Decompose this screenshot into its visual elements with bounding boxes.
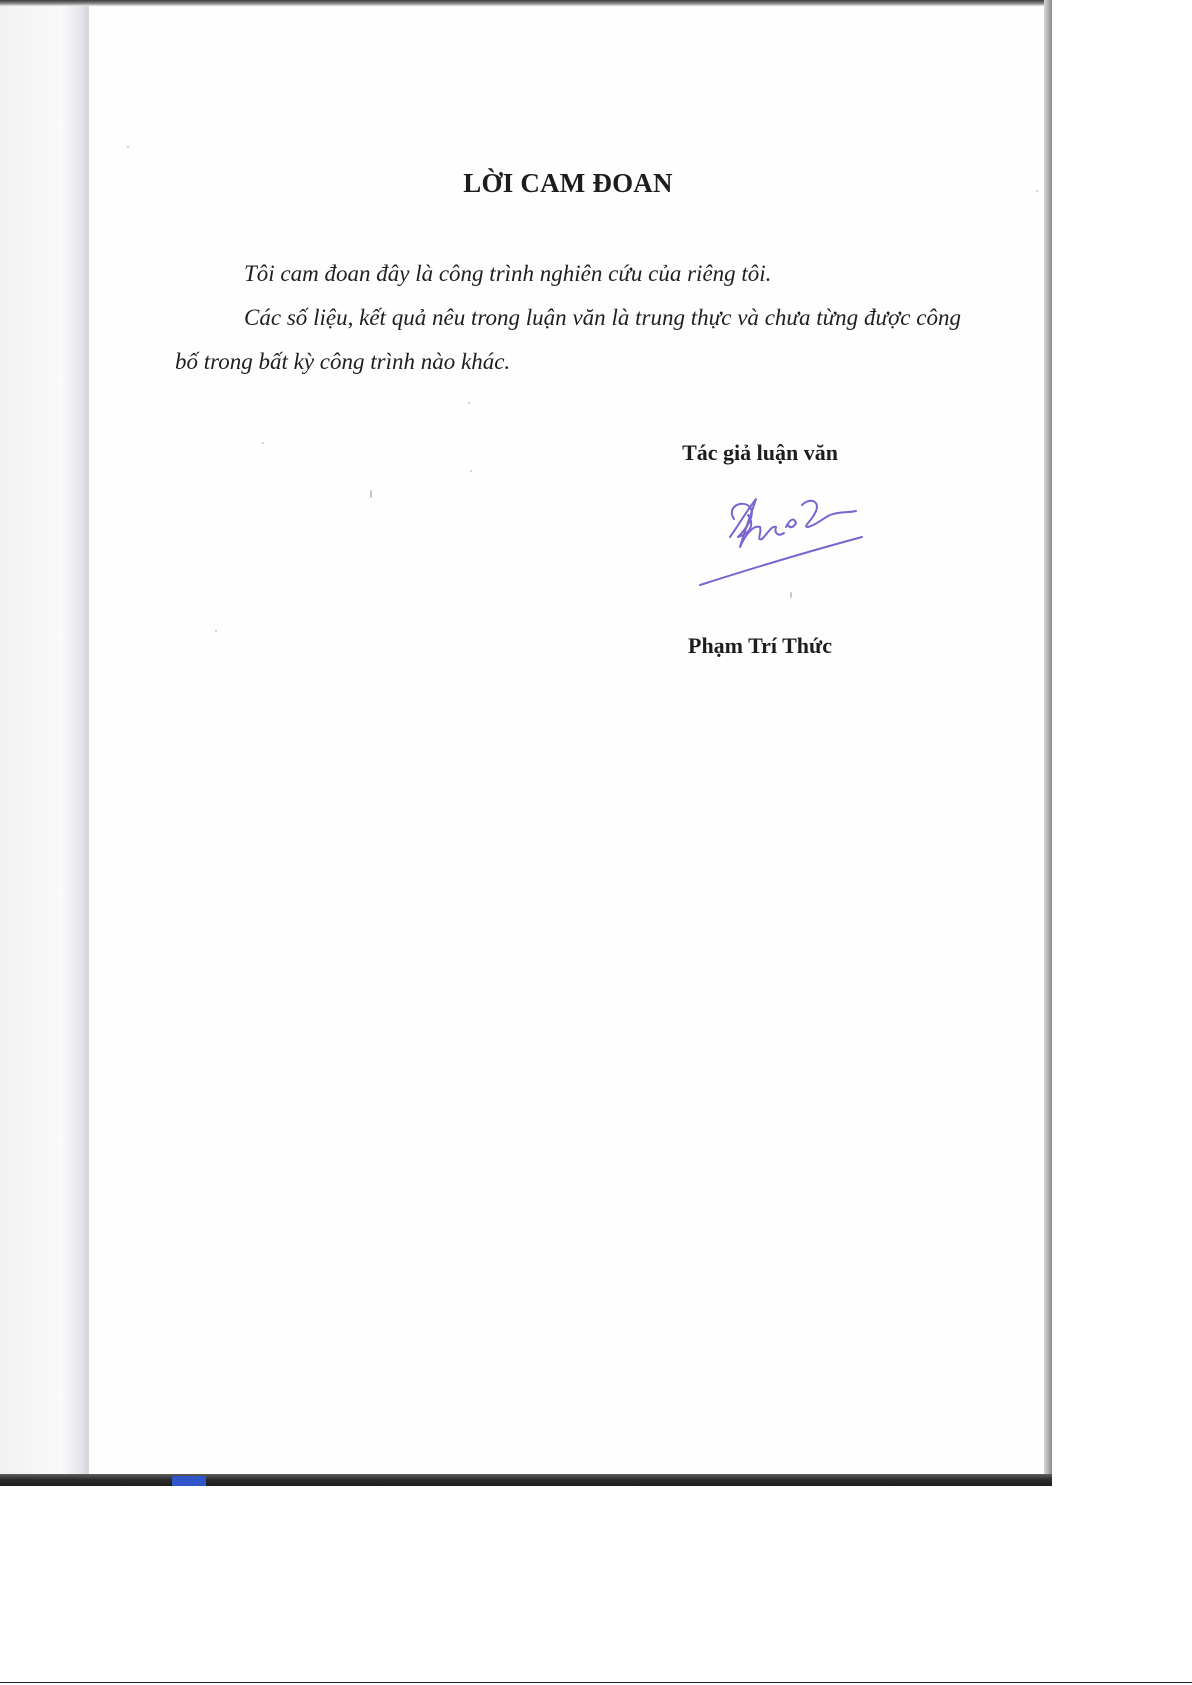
scan-speck	[262, 442, 264, 444]
bottom-border-line	[0, 1682, 1192, 1683]
scan-speck	[470, 470, 472, 472]
declaration-paragraph: Các số liệu, kết quả nêu trong luận văn là trung thực và chưa từng được công bố trong bất kỳ công trình nào khác.	[175, 305, 961, 374]
scan-top-edge	[0, 0, 1052, 6]
author-signature	[690, 487, 870, 597]
page-title: LỜI CAM ĐOAN	[463, 168, 673, 198]
declaration-body	[175, 252, 961, 384]
scan-bottom-edge	[0, 1474, 1052, 1486]
binding-strip	[0, 0, 88, 1476]
author-name: Phạm Trí Thức	[688, 633, 832, 658]
scan-blue-mark	[172, 1476, 206, 1486]
author-role-label: Tác giả luận văn	[682, 440, 838, 465]
scan-speck	[127, 146, 129, 148]
scan-speck	[468, 402, 470, 404]
scan-right-edge	[1044, 0, 1052, 1486]
page-fold-line	[86, 0, 89, 1476]
declaration-paragraph: Tôi cam đoan đây là công trình nghiên cứu của riêng tôi.	[244, 261, 772, 286]
scan-speck	[370, 490, 372, 498]
scan-speck	[215, 630, 217, 632]
